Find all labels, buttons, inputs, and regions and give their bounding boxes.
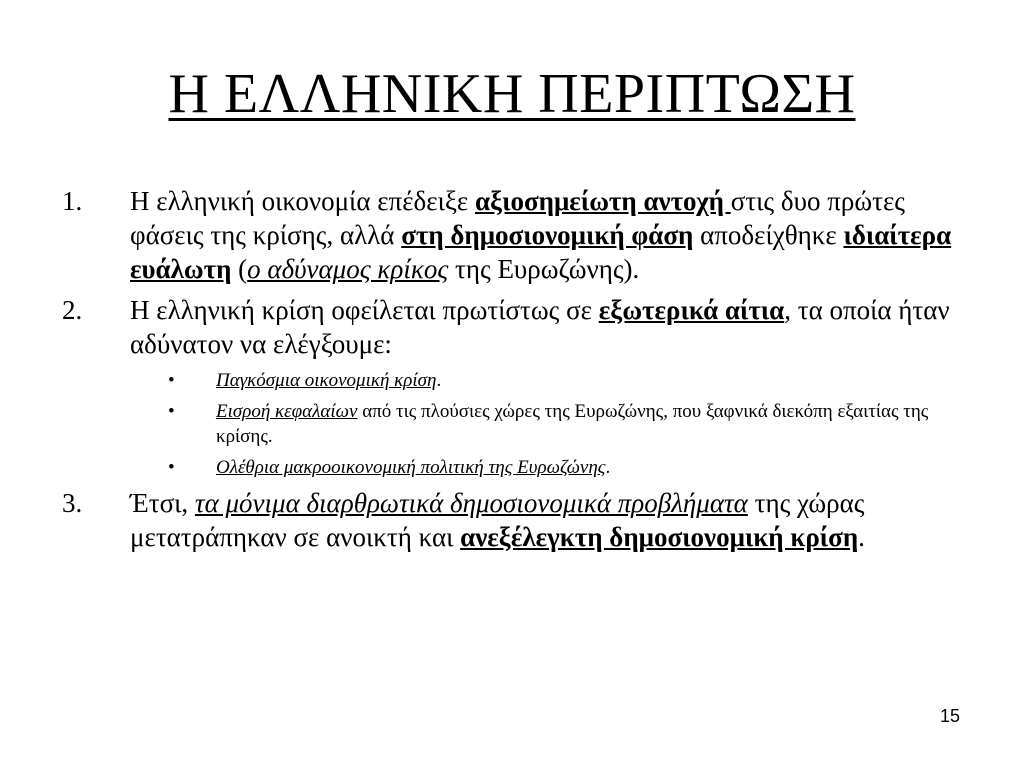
sub-item-text [216,455,610,480]
text-run: αποδείχθηκε [693,220,844,250]
text-run: , τα οποία ήταν αδύνατον να ελέγξουμε: [130,295,950,359]
slide-number: 15 [939,706,960,726]
sub-item-1 [130,368,962,393]
text-run: της Ευρωζώνης). [448,254,640,284]
item-number: 3. [62,488,83,518]
list-item-2 [62,293,962,361]
emphasis-bold: ιδιαίτερα ευάλωτη [130,220,952,284]
item-text [130,184,962,286]
sub-item-2 [130,399,962,449]
slide-title: Η ΕΛΛΗΝΙΚΗ ΠΕΡΙΠΤΩΣΗ [168,63,856,125]
emphasis-bold: εξωτερικά αίτια [598,295,785,325]
list-item-1 [62,184,962,286]
emphasis-bold: αξιοσημείωτη αντοχή [474,186,731,216]
text-run: ( [231,254,248,284]
item-number: 2. [62,295,83,325]
emphasis-italic: τα μόνιμα διαρθρωτικά δημοσιονομικά προβλήματα [194,488,748,518]
text-run: Η ελληνική κρίση οφείλεται πρωτίστως σε [130,295,599,325]
text-run: . [858,522,865,552]
sub-item-text [216,399,962,449]
item-number: 1. [62,186,83,216]
emphasis-bold: στη δημοσιονομική φάση [401,220,694,250]
emphasis-bold: ανεξέλεγκτη δημοσιονομική κρίση [460,522,859,552]
emphasis-italic: Ολέθρια μακροοικονομική πολιτική της Ευρωζώνης [216,457,606,478]
sub-list [130,368,962,480]
item-text [130,293,962,361]
text-run: στις δυο πρώτες φάσεις της κρίσης, αλλά [130,186,905,250]
text-run: . [436,370,442,391]
text-run: . [605,457,611,478]
list-item-3 [62,486,962,554]
text-run: Έτσι, [130,488,195,518]
slide-body [62,184,962,561]
bullet: • [168,457,175,478]
bullet: • [168,370,175,391]
sub-item-text [216,368,441,393]
bullet: • [168,401,175,422]
emphasis-italic: ο αδύναμος κρίκος [247,254,449,284]
text-run: από τις πλούσιες χώρες της Ευρωζώνης, που ξαφνικά διεκόπη εξαιτίας της κρίσης. [216,401,929,447]
emphasis-italic: Παγκόσμια οικονομική κρίση [216,370,437,391]
text-run: της χώρας μετατράπηκαν σε ανοικτή και [130,488,865,552]
item-text [130,486,962,554]
sub-item-3 [130,455,962,480]
text-run: Η ελληνική οικονομία επέδειξε [130,186,475,216]
emphasis-italic: Εισροή κεφαλαίων [216,401,358,422]
